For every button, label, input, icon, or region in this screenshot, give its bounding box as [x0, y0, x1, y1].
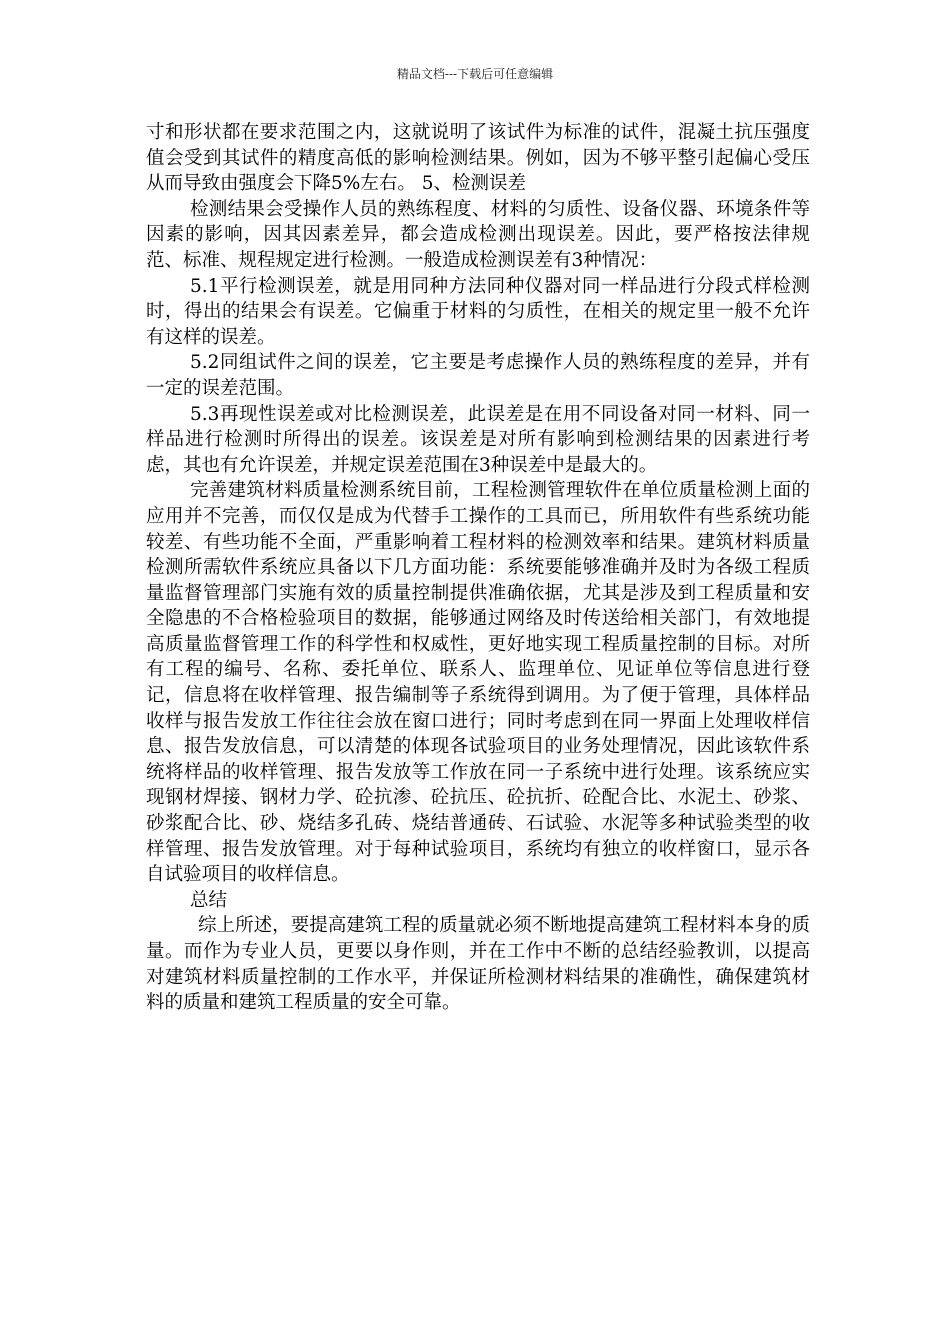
paragraph-summary: 综上所述，要提高建筑工程的质量就必须不断地提高建筑工程材料本身的质量。而作为专业人员，更要以身作则，并在工作中不断的总结经验教训，以提高对建筑材料质量控制的工作水平，并保证所检测材料结果的准确性，确保建筑材料的质量和建筑工程质量的安全可靠。: [146, 915, 810, 1014]
paragraph-group-error: 5.2同组试件之间的误差，它主要是考虑操作人员的熟练程度的差异，并有一定的误差范围。: [146, 352, 810, 399]
document-body: [146, 120, 810, 1016]
paragraph-reproducibility-error: 5.3再现性误差或对比检测误差，此误差是在用不同设备对同一材料、同一样品进行检测时所得出的误差。该误差是对所有影响到检测结果的因素进行考虑，其也有允许误差，并规定误差范围在3种误差中是最大的。: [146, 403, 810, 476]
paragraph-parallel-error: 5.1平行检测误差，就是用同种方法同种仪器对同一样品进行分段式样检测时，得出的结果会有误差。它偏重于材料的匀质性，在相关的规定里一般不允许有这样的误差。: [146, 275, 810, 348]
paragraph-error-sources: 检测结果会受操作人员的熟练程度、材料的匀质性、设备仪器、环境条件等因素的影响，因其因素差异，都会造成检测出现误差。因此，要严格按法律规范、标准、规程规定进行检测。一般造成检测误差有3种情况：: [146, 198, 810, 271]
paragraph-test-specimen: 寸和形状都在要求范围之内，这就说明了该试件为标准的试件，混凝土抗压强度值会受到其试件的精度高低的影响检测结果。例如，因为不够平整引起偏心受压从而导致由强度会下降5%左右。 5、检测误差: [146, 122, 810, 195]
section-heading-summary: 总结: [190, 889, 228, 911]
paragraph-detection-system: 完善建筑材料质量检测系统目前，工程检测管理软件在单位质量检测上面的应用并不完善，而仅仅是成为代替手工操作的工具而已，所用软件有些系统功能较差、有些功能不全面，严重影响着工程材料的检测效率和结果。建筑材料质量检测所需软件系统应具备以下几方面功能：系统要能够准确并及时为各级工程质量监督管理部门实施有效的质量控制提供准确依据，尤其是涉及到工程质量和安全隐患的不合格检验项目的数据，能够通过网络及时传送给相关部门，有效地提高质量监督管理工作的科学性和权威性，更好地实现工程质量控制的目标。对所有工程的编号、名称、委托单位、联系人、监理单位、见证单位等信息进行登记，信息将在收样管理、报告编制等子系统得到调用。为了便于管理，具体样品收样与报告发放工作往往会放在窗口进行；同时考虑到在同一界面上处理收样信息、报告发放信息，可以清楚的体现各试验项目的业务处理情况，因此该软件系统将样品的收样管理、报告发放等工作放在同一子系统中进行处理。该系统应实现钢材焊接、钢材力学、砼抗渗、砼抗压、砼抗折、砼配合比、水泥土、砂浆、砂浆配合比、砂、烧结多孔砖、烧结普通砖、石试验、水泥等多种试验类型的收样管理、报告发放管理。对于每种试验项目，系统均有独立的收样窗口，显示各自试验项目的收样信息。: [146, 480, 810, 886]
page-header: 精品文档---下载后可任意编辑: [396, 67, 554, 81]
